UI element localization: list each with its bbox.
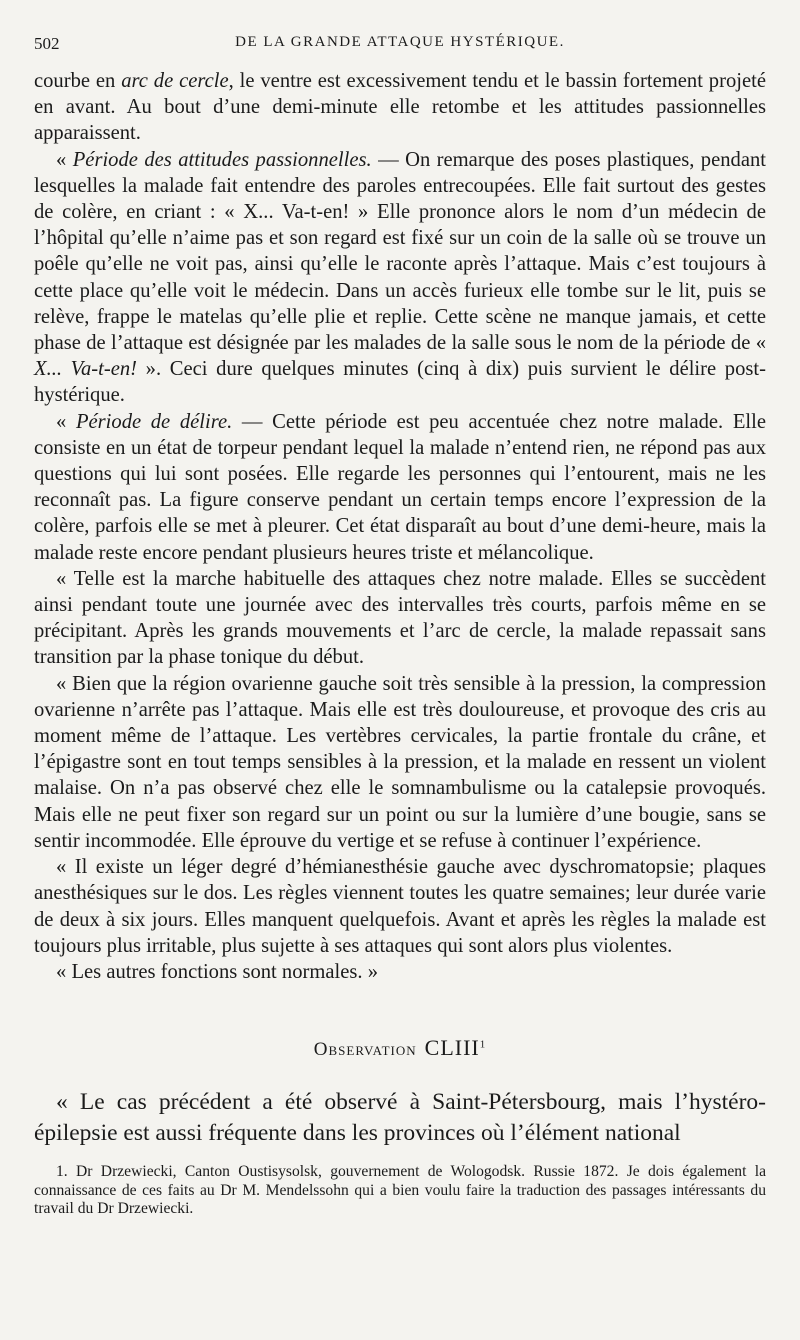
paragraph [34,959,766,985]
italic-text: Période de délire. [75,410,233,433]
paragraph [34,854,766,959]
paragraph [34,68,766,147]
footnote: 1. Dr Drzewiecki, Canton Oustisysolsk, gouvernement de Wologodsk. Russie 1872. Je dois également la connaissance de ces faits au Dr M. Mendelssohn qui a bien voulu faire la traduction des passages intéressants du travail du Dr Drzewiecki. [34,1163,766,1218]
text-run: — Cette période est peu accentuée chez notre malade. Elle consiste en un état de torpeur pendant lequel la malade n’entend rien, ne répond pas aux questions qui lui sont posées. Elle regarde les personnes qui l’entourent, mais ne les reconnaît pas. La figure conserve pendant un certain temps encore l’expression de la colère, parfois elle se met à pleurer. Cet état disparaît au bout d’une demi-heure, mais la malade reste encore pendant plusieurs heures triste et mélancolique. [34,410,766,564]
running-title: DE LA GRANDE ATTAQUE HYSTÉRIQUE. [235,34,565,50]
body-text [34,68,766,985]
text-run: « Il existe un léger degré d’hémianesthésie gauche avec dyschromatopsie; plaques anesthésiques sur le dos. Les règles viennent toutes les quatre semaines; leur durée varie de deux à six jours. Elles manquent quelquefois. Avant et après les règles la malade est toujours plus irritable, plus sujette à ses attaques qui sont alors plus violentes. [34,856,766,957]
text-run: « Bien que la région ovarienne gauche soit très sensible à la pression, la compression ovarienne n’arrête pas l’attaque. Mais elle est très douloureuse, et provoque des cris au moment même de l’attaque. Les vertèbres cervicales, la partie frontale du crâne, et l’épigastre sont en tout temps sensibles à la pression, et la malade en ressent un violent malaise. On n’a pas observé chez elle le somnambulisme ou la catalepsie provoqués. Mais elle ne peut fixer son regard sur un point ou sur la lumière d’une bougie, sans se sentir incommodée. Elle éprouve du vertige et se refuse à continuer l’expérience. [34,672,766,852]
lead-paragraph: « Le cas précédent a été observé à Saint-Pétersbourg, mais l’hystéro-épilepsie est aussi fréquente dans les provinces où l’élément national [34,1089,766,1147]
observation-heading [34,1035,766,1061]
observation-number: CLIII [424,1035,480,1061]
text-run: courbe en [34,70,122,92]
page-number: 502 [34,34,60,53]
page-header [34,30,766,60]
italic-text: X... Va-t-en! [34,358,138,381]
text-run: « [56,410,76,433]
text-run: « Telle est la marche habituelle des attaques chez notre malade. Elles se succèdent ainsi pendant toute une journée avec des intervalles très courts, parfois même en se précipitant. Après les grands mouvements et l’arc de cercle, la malade repassait sans transition par la phase tonique du début. [34,567,766,669]
footnote-ref: 1 [479,1038,487,1051]
text-run: « Les autres fonctions sont normales. » [56,960,378,983]
text-run: ». Ceci dure quelques minutes (cinq à dix) puis survient le délire post-hystérique. [34,358,766,407]
paragraph [34,566,766,671]
observation-label: Observation [313,1039,417,1061]
text-run: , le ventre est excessivement tendu et le bassin fortement projeté en avant. Au bout d’une demi-minute elle retombe et les attitudes passionnelles apparaissent. [34,70,766,145]
paragraph [34,409,766,566]
paragraph [34,147,766,409]
italic-text: arc de cercle [121,70,229,92]
text-run: — On remarque des poses plastiques, pendant lesquelles la malade fait entendre des paroles entrecoupées. Elle fait surtout des gestes de colère, en criant : « X... Va-t-en! » Elle prononce alors le nom d’un médecin de l’hôpital qu’elle n’aime pas et son regard est fixé sur un coin de la salle où se trouve un poêle qu’elle ne voit pas, ainsi qu’elle le raconte après l’attaque. Mais c’est toujours à cette place qu’elle voit le médecin. Dans un accès furieux elle tombe sur le lit, puis se relève, frappe le matelas qu’elle plie et replie. Cette scène ne manque jamais, et cette phase de l’attaque est désignée par les malades de la salle sous le nom de la période de « [34,148,766,355]
paragraph [34,671,766,854]
text-run: « [56,148,73,171]
italic-text: Période des attitudes passionnelles. [72,148,372,171]
